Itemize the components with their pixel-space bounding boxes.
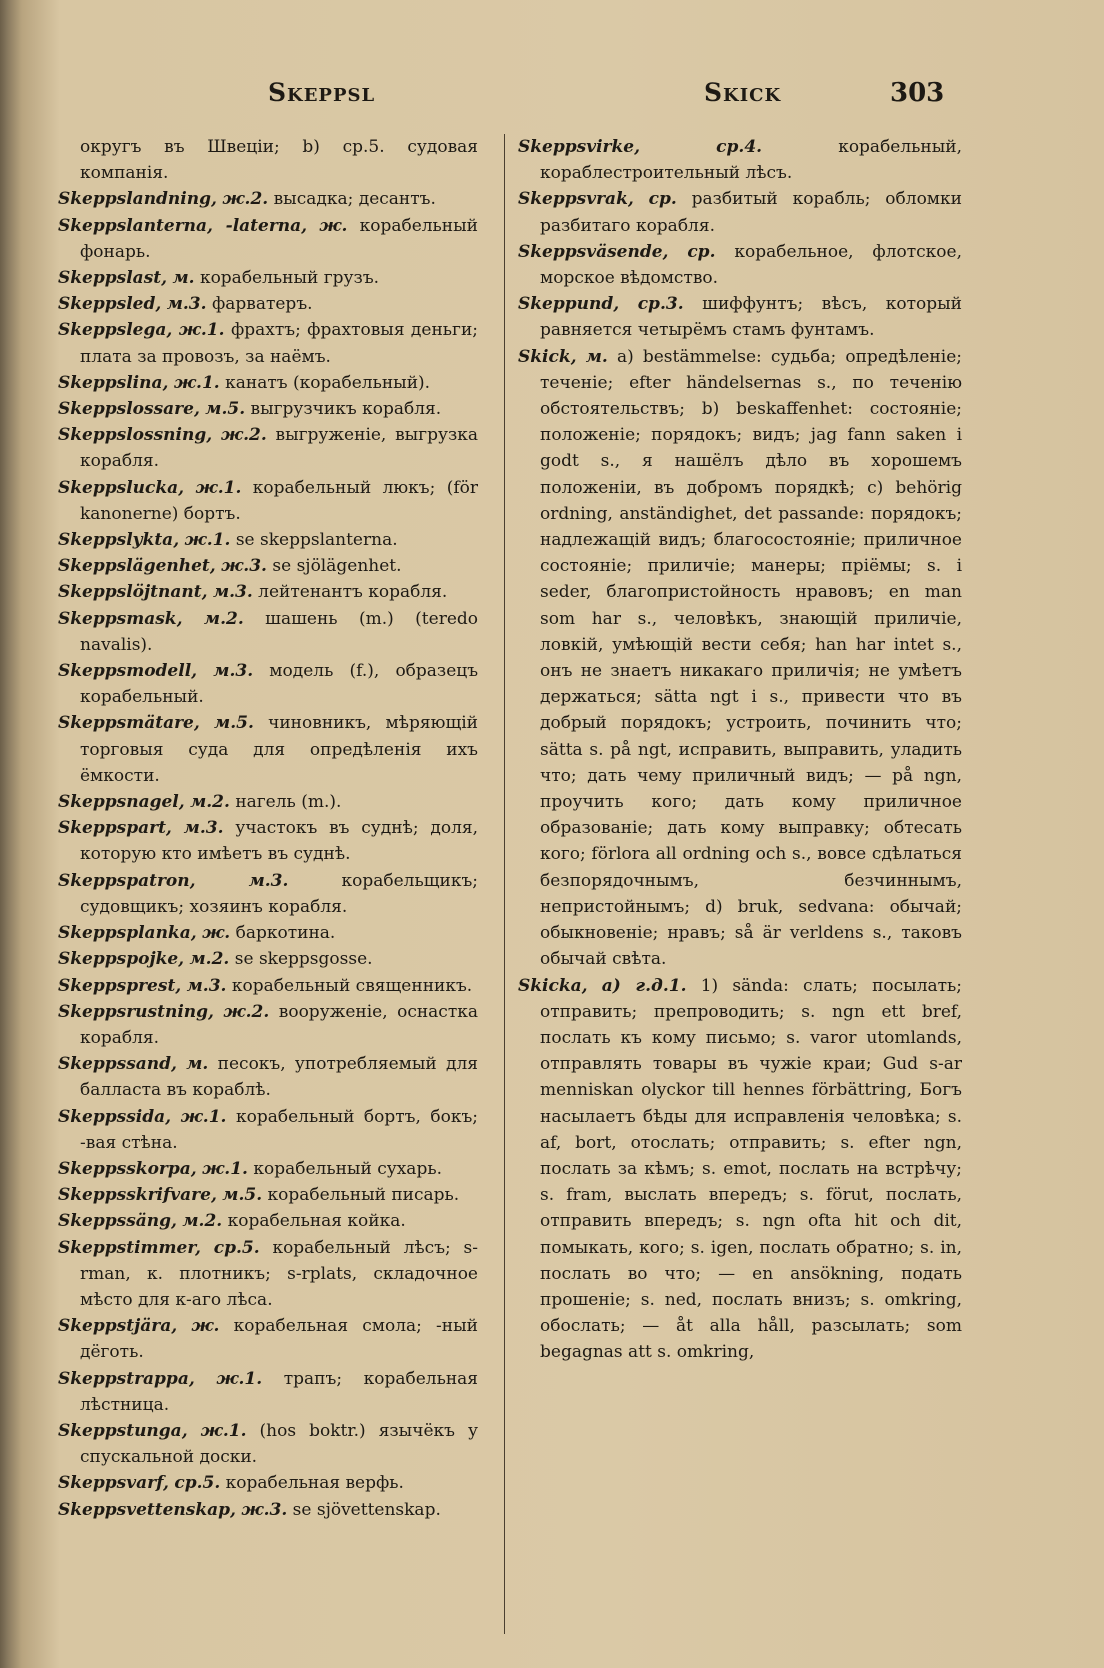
right-running-head: Skick xyxy=(704,78,782,107)
entry-definition: чиновникъ, мѣряющій торговыя суда для опредѣленія ихъ ёмкости. xyxy=(80,713,479,786)
dictionary-entry xyxy=(58,999,478,1051)
dictionary-entry xyxy=(518,973,962,1366)
dictionary-entry xyxy=(58,815,478,867)
entry-definition: фарватеръ. xyxy=(211,294,313,315)
dictionary-entry xyxy=(58,1156,478,1182)
entry-definition: корабельный люкъ; (för kanonerne) бортъ. xyxy=(80,477,479,524)
entry-definition: баркотина. xyxy=(235,923,336,944)
dictionary-entry xyxy=(58,134,478,186)
entry-grammar: м.3. xyxy=(183,818,224,839)
entry-grammar: м.5. xyxy=(222,1185,263,1206)
dictionary-entry xyxy=(58,1418,478,1470)
dictionary-entry xyxy=(58,265,478,291)
entry-headword: Skeppslykta, xyxy=(58,530,180,551)
entry-headword: Skeppsnagel, xyxy=(58,792,185,813)
page-number: 303 xyxy=(890,78,945,108)
dictionary-entry xyxy=(58,1497,478,1523)
entry-headword: Skick, xyxy=(518,346,577,367)
entry-grammar: ж.1. xyxy=(184,530,231,551)
entry-grammar: ср.5. xyxy=(213,1237,260,1258)
entry-headword: Skeppsplanka, xyxy=(58,923,197,944)
entry-grammar: м.3. xyxy=(212,582,253,603)
entry-definition: корабельный бортъ, бокъ; -вая стѣна. xyxy=(80,1106,479,1153)
entry-headword: Skeppsled, xyxy=(58,294,162,315)
entry-headword: Skeppssäng, xyxy=(58,1211,177,1232)
entry-definition: разбитый корабль; обломки разбитаго корабля. xyxy=(540,189,962,236)
entry-definition: корабельная смола; -ный дёготь. xyxy=(80,1316,478,1363)
entry-headword: Skeppsmätare, xyxy=(58,713,200,734)
entry-definition: корабельный писарь. xyxy=(267,1185,460,1206)
dictionary-entry xyxy=(58,422,478,474)
left-column xyxy=(58,134,478,1523)
entry-headword: Skeppsprest, xyxy=(58,975,182,996)
column-divider xyxy=(504,134,505,1634)
entry-grammar: ж. xyxy=(319,215,348,236)
dictionary-entry xyxy=(58,710,478,789)
dictionary-entry xyxy=(58,1235,478,1314)
entry-headword: Skeppslossning, xyxy=(58,425,213,446)
entry-headword: Skeppslägenhet, xyxy=(58,556,216,577)
entry-headword: Skeppsvettenskap, xyxy=(58,1499,236,1520)
dictionary-entry xyxy=(58,579,478,605)
entry-grammar: м.5. xyxy=(214,713,254,734)
entry-definition: трапъ; корабельная лѣстница. xyxy=(80,1368,479,1415)
entry-definition: корабельный грузъ. xyxy=(199,268,380,289)
entry-definition: округъ въ Швеціи; b) ср.5. судовая компанія. xyxy=(80,137,478,184)
entry-grammar: ср.4. xyxy=(716,137,763,157)
dictionary-entry xyxy=(58,606,478,658)
entry-headword: Skeppslina, xyxy=(58,372,169,393)
entry-headword: Skeppslucka, xyxy=(58,477,185,498)
entry-headword: Skeppstimmer, xyxy=(58,1237,201,1258)
dictionary-entry xyxy=(58,213,478,265)
entry-definition: se skeppsgosse. xyxy=(234,949,373,970)
entry-grammar: ср. xyxy=(687,241,716,262)
entry-headword: Skeppssand, xyxy=(58,1054,177,1075)
entry-definition: a) bestämmelse: судьба; опредѣленіе; теченіе; efter händelsernas s., по теченію обстоятельствъ; b) beskaffenhet: состояніе; положеніе; порядокъ; видъ; jag fann saken i godt s., я нашёлъ дѣло въ хорошемъ положеніи, въ добромъ порядкѣ; c) behörig ordning, anständighet, det passande: порядокъ; надлежащій видъ; благосостояніе; приличное состояніе; приличіе; манеры; пріёмы; s. i seder, благопристойность нравовъ; en man som har s., человѣкъ, знающій приличіе, ловкій, умѣющій вести себя; han har intet s., онъ не знаетъ никакаго приличія; не умѣетъ держаться; sätta ngt i s., привести что въ добрый порядокъ; устроить, починить что; sätta s. på ngt, исправить, выправить, уладить что; дать чему приличный видъ; — på ngn, проучить кого; дать кому приличное образованіе; дать кому выправку; обтесать кого; förlora all ordning och s., вовсе сдѣлаться безпорядочнымъ, безчиннымъ, непристойнымъ; d) bruk, sedvana: обычай; обыкновеніе; нравъ; så är verldens s., таковъ обычай свѣта. xyxy=(540,346,962,970)
entry-headword: Skeppund, xyxy=(518,294,620,315)
entry-grammar: ср.3. xyxy=(637,294,684,315)
entry-headword: Skeppspatron, xyxy=(58,870,196,891)
dictionary-entry xyxy=(58,1182,478,1208)
entry-headword: Skeppspart, xyxy=(58,818,172,839)
entry-headword: Skeppsvarf, xyxy=(58,1473,169,1494)
entry-grammar: ж. xyxy=(202,923,231,944)
entry-grammar: м.3. xyxy=(166,294,207,315)
entry-definition: se sjölägenhet. xyxy=(272,556,402,577)
dictionary-entry xyxy=(58,789,478,815)
running-header xyxy=(0,78,1104,114)
dictionary-entry xyxy=(58,317,478,369)
dictionary-entry xyxy=(518,291,962,343)
entry-grammar: м.3. xyxy=(186,975,227,996)
entry-grammar: ж. xyxy=(191,1316,220,1337)
entry-grammar: ж.2. xyxy=(223,1001,270,1022)
entry-grammar: ж.2. xyxy=(222,189,269,210)
dictionary-entry xyxy=(518,186,962,238)
entry-definition: участокъ въ суднѣ; доля, которую кто имѣетъ въ суднѣ. xyxy=(80,818,479,865)
entry-grammar: м.2. xyxy=(203,608,244,629)
entry-grammar: м. xyxy=(186,1054,209,1075)
entry-definition: нагель (m.). xyxy=(235,792,342,813)
entry-grammar: ж.1. xyxy=(202,1158,248,1179)
dictionary-entry xyxy=(58,1470,478,1496)
dictionary-entry xyxy=(58,370,478,396)
entry-headword: Skeppsvirke, xyxy=(518,137,641,157)
dictionary-entry xyxy=(58,1051,478,1103)
entry-grammar: ж.1. xyxy=(200,1420,247,1441)
entry-grammar: м.3. xyxy=(213,661,254,682)
entry-grammar: м. xyxy=(172,268,195,289)
entry-definition: корабельный фонарь. xyxy=(80,215,478,262)
entry-definition: выгруженіе, выгрузка корабля. xyxy=(80,425,479,472)
entry-definition: лейтенантъ корабля. xyxy=(258,582,448,603)
entry-headword: Skeppstrappa, xyxy=(58,1368,195,1389)
entry-grammar: a) г.д.1. xyxy=(601,975,687,996)
entry-definition: вооруженіе, оснастка корабля. xyxy=(80,1001,478,1048)
dictionary-entry xyxy=(58,1104,478,1156)
entry-headword: Skeppssida, xyxy=(58,1106,172,1127)
entry-headword: Skicka, xyxy=(518,975,588,996)
entry-definition: корабельный лѣсъ; s-rman, к. плотникъ; s-rplats, складочное мѣсто для к-аго лѣса. xyxy=(80,1237,478,1310)
dictionary-entry xyxy=(58,291,478,317)
entry-definition: (hos boktr.) язычёкъ у спускальной доски. xyxy=(80,1420,478,1468)
entry-grammar: ср.5. xyxy=(174,1473,221,1494)
entry-definition: высадка; десантъ. xyxy=(273,189,436,210)
entry-definition: se sjövettenskap. xyxy=(292,1499,441,1520)
entry-headword: Skeppsvrak, xyxy=(518,189,634,210)
dictionary-entry xyxy=(518,134,962,186)
dictionary-entry xyxy=(58,527,478,553)
entry-grammar: ж.1. xyxy=(180,1106,227,1127)
entry-headword: Skeppsskorpa, xyxy=(58,1158,197,1179)
entry-grammar: м. xyxy=(585,346,608,367)
entry-headword: Skeppsmask, xyxy=(58,608,183,629)
entry-definition: шиффунтъ; вѣсъ, который равняется четырёмъ стамъ фунтамъ. xyxy=(540,294,963,341)
entry-definition: корабельный священникъ. xyxy=(231,975,473,996)
entry-headword: Skeppstjära, xyxy=(58,1316,178,1337)
entry-headword: Skeppspojke, xyxy=(58,949,185,970)
entry-headword: Skeppslanterna, -laterna, xyxy=(58,215,308,236)
dictionary-entry xyxy=(518,344,962,973)
dictionary-entry xyxy=(58,920,478,946)
dictionary-entry xyxy=(58,658,478,710)
entry-headword: Skeppslöjtnant, xyxy=(58,582,208,603)
entry-definition: корабельный, кораблестроительный лѣсъ. xyxy=(540,137,963,184)
dictionary-entry xyxy=(58,946,478,972)
entry-grammar: м.3. xyxy=(248,870,289,891)
entry-headword: Skeppslandning, xyxy=(58,189,217,210)
entry-definition: корабельщикъ; судовщикъ; хозяинъ корабля. xyxy=(80,870,478,917)
entry-definition: шашень (m.) (teredo navalis). xyxy=(80,608,479,655)
entry-definition: корабельное, флотское, морское вѣдомство. xyxy=(540,241,963,289)
entry-headword: Skeppsskrifvare, xyxy=(58,1185,217,1206)
dictionary-entry xyxy=(518,239,962,291)
entry-definition: канатъ (корабельный). xyxy=(225,372,431,393)
right-column xyxy=(518,134,962,1366)
entry-definition: корабельная верфь. xyxy=(225,1473,404,1494)
entry-grammar: ж.1. xyxy=(173,372,220,393)
dictionary-entry xyxy=(58,1313,478,1365)
entry-definition: se skeppslanterna. xyxy=(235,530,398,551)
entry-grammar: ж.1. xyxy=(216,1368,263,1389)
dictionary-entry xyxy=(58,475,478,527)
entry-grammar: м.2. xyxy=(189,949,230,970)
dictionary-entry xyxy=(58,868,478,920)
entry-headword: Skeppstunga, xyxy=(58,1420,188,1441)
entry-grammar: ж.3. xyxy=(221,556,267,577)
entry-grammar: ж.3. xyxy=(241,1499,288,1520)
entry-definition: 1) sända: слать; посылать; отправить; препроводить; s. ngn ett bref, послать къ кому письмо; s. varor utomlands, отправлять товары въ чужіе краи; Gud s-ar menniskan olyckor till hennes förbättring, Богъ насылаетъ бѣды для исправленія человѣка; s. af, bort, отослать; отправить; s. efter ngn, послать за кѣмъ; s. emot, послать на встрѣчу; s. fram, выслать впередъ; s. förut, послать, отправить впередъ; s. ngn ofta hit och dit, помыкать, кого; s. igen, послать обратно; s. in, послать во что; — en ansökning, подать прошеніе; s. ned, послать внизъ; s. omkring, обослать; — åt alla håll, разсылать; som begagnas att s. omkring, xyxy=(540,975,963,1363)
entry-grammar: ж.1. xyxy=(178,320,225,341)
left-running-head: Skeppsl xyxy=(268,78,376,107)
entry-grammar: м.5. xyxy=(205,399,246,420)
dictionary-entry xyxy=(58,1208,478,1234)
entry-grammar: м.2. xyxy=(190,792,230,813)
entry-definition: выгрузчикъ корабля. xyxy=(250,399,442,420)
entry-headword: Skeppslega, xyxy=(58,320,173,341)
entry-definition: модель (f.), образецъ корабельный. xyxy=(80,661,479,708)
entry-definition: песокъ, употребляемый для балласта въ кораблѣ. xyxy=(80,1054,479,1101)
entry-headword: Skeppsrustning, xyxy=(58,1001,214,1022)
dictionary-entry xyxy=(58,186,478,212)
dictionary-entry xyxy=(58,973,478,999)
entry-definition: корабельная койка. xyxy=(227,1211,406,1232)
entry-headword: Skeppslossare, xyxy=(58,399,200,420)
entry-grammar: м.2. xyxy=(182,1211,223,1232)
entry-headword: Skeppsmodell, xyxy=(58,661,198,682)
entry-definition: фрахтъ; фрахтовыя деньги; плата за провозъ, за наёмъ. xyxy=(80,320,478,367)
entry-grammar: ж.1. xyxy=(195,477,242,498)
entry-grammar: ср. xyxy=(648,189,677,210)
entry-headword: Skeppsväsende, xyxy=(518,241,669,262)
dictionary-entry xyxy=(58,1366,478,1418)
entry-grammar: ж.2. xyxy=(220,425,267,446)
entry-definition: корабельный сухарь. xyxy=(253,1158,442,1179)
entry-headword: Skeppslast, xyxy=(58,268,168,289)
dictionary-entry xyxy=(58,553,478,579)
dictionary-entry xyxy=(58,396,478,422)
